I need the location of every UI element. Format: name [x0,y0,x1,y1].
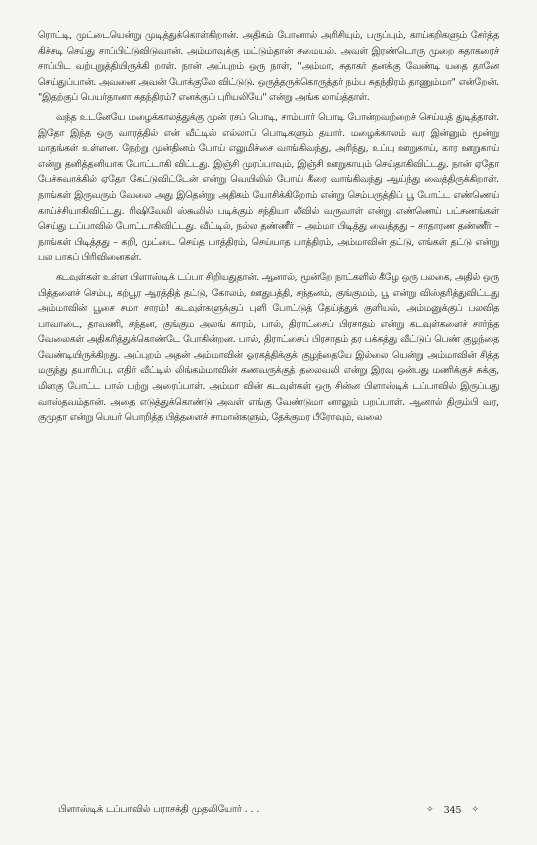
ornament-right-icon: ✧ [471,805,479,815]
page-footer [58,804,479,816]
paragraph-3: கடவுள்கள் உள்ள பிளாஸ்டிக் டப்பா சிறியதுதான். ஆனால், மூன்றே நாட்களில் கீழே ஒரு பலகை, அதில் ஒரு பித்தளைச் செம்பு, கற்பூர ஆரத்தித் தட்டு, கோலம், ஊதுபத்தி, சந்தனம், குங்குமம், பூ என்று விஸ்தரித்துவிட்டது அம்மாவின் பூசை சமா சாரம்! கடவுள்களுக்குப் புளி போட்டுத் தேய்த்துக் குளியல், அம்மனுக்குப் பலவித பாவாடை, தாவணி, சந்தன, குங்கும அலங் காரம், பால், திராட்சைப் பிரசாதம் என்று கடவுள்களைச் சார்ந்த வேலைகள் அதிகரித்துக்கொண்டே போகின்றன. பால், திராட்சைப் பிரசாதம் தர பக்கத்து வீட்டுப் பெண் குழந்தை வேண்டியிருக்கிறது. அப்புறம் அதன் அம்மாவின் ஓரகத்திக்குக் குழந்தையே இல்லை யென்று அம்மாவின் சித்த மருந்து தயாரிப்பு. எதிர் வீட்டில் லிங்கம்மாவின் கணவருக்குத் தலைவலி என்று இரவு ஒன்பது மணிக்குச் சுக்கு, மிளகு போட்ட பால் பற்று அரைப்பாள். அம்மா வின் கடவுள்கள் ஒரு சின்ன பிளாஸ்டிக் டப்பாவில் இருப்பது வாஸ்தவம்தான். அதை எடுத்துக்கொண்டு அவள் எங்கு வேண்டுமா னாலும் பறப்பாள். ஆனால் திரும்பி வர, குமுதா என்று பெயர் பொறித்த பித்தளைச் சாமான்களும், தேக்குமர பீரோவும், வலை [38,271,499,424]
body-text [38,28,499,430]
ornament-left-icon: ✧ [426,805,434,815]
page-number-group [426,805,479,816]
running-title: பிளாஸ்டிக் டப்பாவில் பராசக்தி முதலியோர் . . . [58,804,260,815]
page-number: 345 [443,804,462,816]
paragraph-2: வந்த உடனேயே மழைக்காலத்துக்கு முன் ரசப் பொடி, சாம்பார் பொடி போன்றவற்றைச் செய்யத் துடித்தாள். இதோ இந்த ஒரு வாரத்தில் என் வீட்டில் எல்லாப் பொடிகளும் தயார். மழைக்காலம் வர இன்னும் மூன்று மாதங்கள் உள்ளன. நேற்று முன்தினம் போய் எலுமிச்சை வாங்கிவந்து, அரிந்து, உப்பு ஊறுகாய், கார ஊறுகாய் என்று தனித்தனியாக போட்டாகி விட்டது. இஞ்சி முரப்பாவும், இஞ்சி ஊறுகாயும் செய்தாகிவிட்டது. நான் ஏதோ பேச்சுவாக்கில் ஏதோ கேட்டுவிட்டேன் என்று வெயிலில் போய் கீரை வாங்கிவந்து ஆய்ந்து வைத்திருக்கிறாள். நாங்கள் இருவரும் வேலை அது இதென்று அதிகம் யோசிக்கிறோம் என்று செம்பருத்திப் பூ போட்ட எண்ணெய் காய்ச்சியாகிவிட்டது. ரிஷிவேலி ஸ்கூலில் படிக்கும் சந்தியா லீவில் வருவாள் என்று எண்ணெய் பட்சணங்கள் செய்து டப்பாவில் போட்டாகிவிட்டது. வீட்டில், நல்ல தண்ணீர் – அம்மா பிடித்து வைத்தது – சாதாரண தண்ணீர் – நாங்கள் பிடித்தது – கறி, முட்டை செய்த பாத்திரம், செய்யாத பாத்திரம், அம்மாவின் தட்டு, எங்கள் தட்டு என்று பல பாகப் பிரிவினைகள். [38,111,499,264]
paragraph-1: ரொட்டி, முட்டையென்று முடித்துக்கொள்கிறான். அதிகம் போனால் அரிசியும், பருப்பும், காய்கறிகளும் சேர்த்த கிச்சடி செய்து சாப்பிட்டுவிடுவான். அம்மாவுக்கு மட்டும்தான் சமையல். அவள் இரண்டொரு முறை சுதாகரைச் சாப்பிட வற்புறுத்தியிருக்கி றாள். நான் அப்புறம் ஒரு நாள், "அம்மா, சுதாகர் தனக்கு வேண்டி யதை தானே செய்துப்பான். அவனை அவன் போக்குலே விட்டுடு. ஒருத்தருக்கொருத்தர் நம்ப சுதந்திரம் தாணும்மா" என்றேன். "இதற்குப் பெயர்தானா சுதந்திரம்? எனக்குப் புரியலியே" என்று அங்க லாய்த்தாள். [38,30,499,104]
